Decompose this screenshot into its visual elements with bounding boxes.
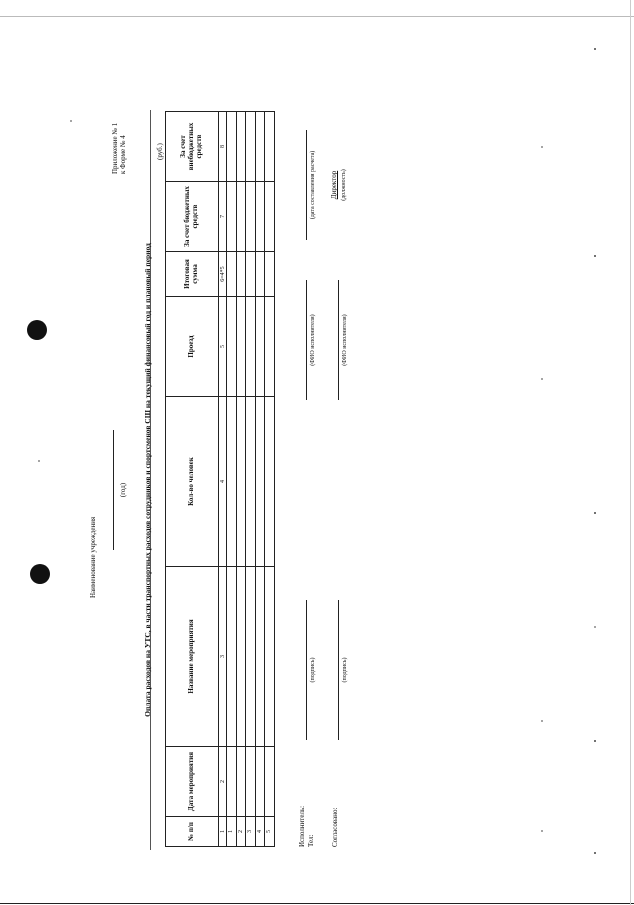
column-number: 2 — [219, 747, 227, 817]
header-people-count: Кол-во человек — [166, 397, 219, 567]
table-cell — [227, 567, 237, 747]
position-caption: (должность) — [341, 169, 347, 201]
table-cell — [236, 567, 246, 747]
table-cell — [255, 397, 265, 567]
institution-label: Наименование учреждения — [89, 516, 97, 598]
scan-speck — [541, 378, 543, 380]
table-cell — [227, 397, 237, 567]
header-travel: Проезд — [166, 297, 219, 397]
row-number: 2 — [236, 817, 246, 847]
scan-edge-bottom — [0, 903, 634, 904]
expense-table — [165, 111, 275, 847]
scan-speck — [594, 852, 596, 854]
table-cell — [236, 747, 246, 817]
table-cell — [236, 182, 246, 252]
table-cell — [265, 297, 275, 397]
agreed-signature-line — [338, 600, 339, 740]
table-cell — [236, 397, 246, 567]
phone-label: Тел: — [307, 834, 315, 847]
agreed-name-line — [338, 280, 339, 400]
table-cell — [236, 112, 246, 182]
table-cell — [265, 747, 275, 817]
date-caption: (дата составления расчета) — [310, 150, 316, 220]
table-row — [227, 112, 237, 847]
column-number: 5 — [219, 297, 227, 397]
agreed-label: Согласовано: — [331, 807, 339, 847]
table-cell — [227, 297, 237, 397]
scan-speck — [70, 120, 72, 122]
row-number: 4 — [255, 817, 265, 847]
executor-label: Исполнитель: — [298, 805, 306, 847]
scan-speck — [594, 48, 596, 50]
year-label: (год) — [119, 482, 127, 498]
table-cell — [246, 297, 256, 397]
table-cell — [227, 112, 237, 182]
table-cell — [227, 182, 237, 252]
scan-speck — [38, 460, 40, 462]
signature-caption: (подпись) — [310, 657, 316, 683]
row-number: 3 — [246, 817, 256, 847]
table-cell — [255, 252, 265, 297]
table-cell — [246, 182, 256, 252]
header-number: № п/п — [166, 817, 219, 847]
table-row — [265, 112, 275, 847]
executor-name-caption: (ФИО исполнителя) — [310, 314, 316, 366]
column-number: 4 — [219, 397, 227, 567]
table-cell — [255, 747, 265, 817]
executor-name-line — [306, 280, 307, 400]
document-page — [85, 110, 348, 850]
table-cell — [246, 397, 256, 567]
column-number-row — [219, 112, 227, 847]
scan-speck — [541, 720, 543, 722]
scan-speck — [594, 255, 596, 257]
table-cell — [236, 252, 246, 297]
table-cell — [255, 182, 265, 252]
scan-speck — [541, 830, 543, 832]
header-event-name: Название мероприятия — [166, 567, 219, 747]
column-number: 1 — [219, 817, 227, 847]
date-line — [306, 130, 307, 240]
scan-speck — [541, 146, 543, 148]
column-number: 7 — [219, 182, 227, 252]
director-title: Директор — [330, 170, 338, 200]
header-total-sum: Итоговая сумма — [166, 252, 219, 297]
table-cell — [227, 252, 237, 297]
column-number: 6=4*5 — [219, 252, 227, 297]
table-cell — [246, 112, 256, 182]
column-number: 3 — [219, 567, 227, 747]
punch-hole-bottom — [30, 564, 50, 584]
scan-speck — [594, 740, 596, 742]
table-row — [255, 112, 265, 847]
executor-name-caption-2: (ФИО исполнителя) — [342, 314, 348, 366]
table-cell — [255, 567, 265, 747]
appendix-line-2: к Форме № 4 — [119, 135, 127, 174]
table-cell — [265, 252, 275, 297]
table-cell — [265, 182, 275, 252]
table-cell — [265, 112, 275, 182]
currency-note: (руб.) — [156, 143, 164, 160]
column-number: 8 — [219, 112, 227, 182]
table-cell — [227, 747, 237, 817]
signature-caption-2: (подпись) — [342, 657, 348, 683]
scan-edge-right — [630, 0, 631, 905]
appendix-line-1: Приложение № 1 — [111, 122, 119, 174]
table-cell — [265, 397, 275, 567]
scan-speck — [594, 626, 596, 628]
table-row — [236, 112, 246, 847]
row-number: 5 — [265, 817, 275, 847]
header-extrabudget-funds: За счет внебюджетных средств — [166, 112, 219, 182]
table-cell — [246, 747, 256, 817]
table-row — [246, 112, 256, 847]
punch-hole-top — [27, 320, 47, 340]
header-event-date: Дата мероприятия — [166, 747, 219, 817]
header-budget-funds: За счет бюджетных средств — [166, 182, 219, 252]
table-cell — [255, 297, 265, 397]
table-header-row — [166, 112, 219, 847]
table-cell — [265, 567, 275, 747]
row-number: 1 — [227, 817, 237, 847]
table-cell — [255, 112, 265, 182]
scan-speck — [594, 512, 596, 514]
table-cell — [246, 252, 256, 297]
year-field-line — [113, 430, 114, 550]
executor-signature-line — [306, 600, 307, 740]
table-cell — [236, 297, 246, 397]
table-cell — [246, 567, 256, 747]
scan-edge-top — [0, 16, 634, 17]
document-title: Оплата расходов на УТС, в части транспортных расходов сотрудников и спортсменов СШ на текущий финансовый год и плановый период — [143, 243, 152, 717]
